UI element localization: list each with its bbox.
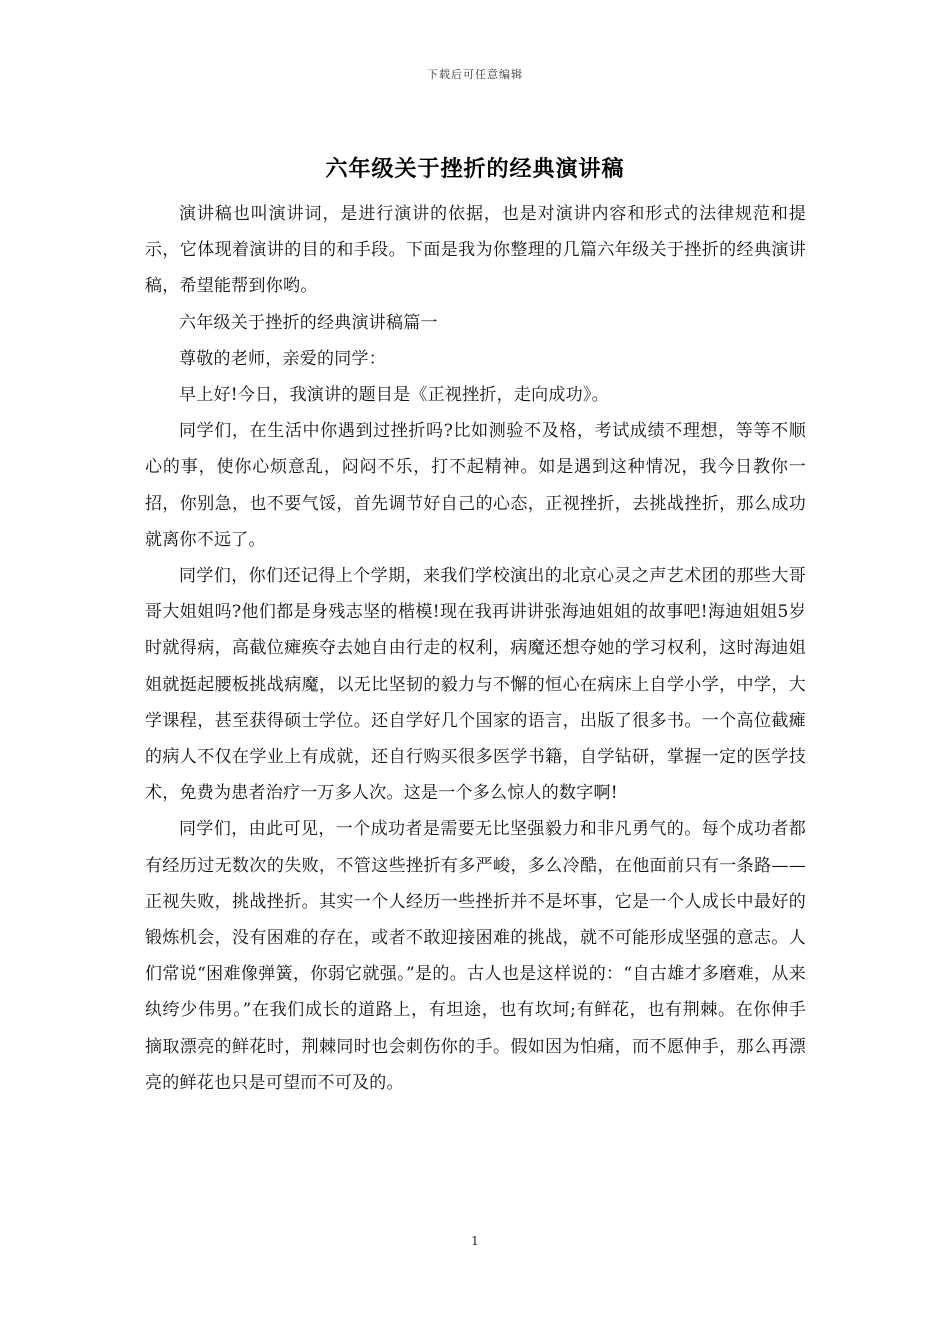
intro-paragraph: 演讲稿也叫演讲词，是进行演讲的依据，也是对演讲内容和形式的法律规范和提示，它体现着演讲的目的和手段。下面是我为你整理的几篇六年级关于挫折的经典演讲稿，希望能帮到你哟。 (145, 204, 806, 297)
body-paragraph: 同学们，你们还记得上个学期，来我们学校演出的北京心灵之声艺术团的那些大哥哥大姐姐吗?他们都是身残志坚的楷模!现在我再讲讲张海迪姐姐的故事吧!海迪姐姐5岁时就得病，高截位瘫痪夺去她自由行走的权利，病魔还想夺她的学习权利，这时海迪姐姐就挺起腰板挑战病魔，以无比坚韧的毅力与不懈的恒心在病床上自学小学，中学，大学课程，甚至获得硕士学位。还自学好几个国家的语言，出版了很多书。一个高位截瘫的病人不仅在学业上有成就，还自行购买很多医学书籍，自学钻研，掌握一定的医学技术，免费为患者治疗一万多人次。这是一个多么惊人的数字啊! (145, 566, 806, 804)
section-heading: 六年级关于挫折的经典演讲稿篇一 (179, 312, 438, 333)
page-number: 1 (471, 1234, 479, 1248)
greeting-paragraph: 早上好!今日，我演讲的题目是《正视挫折，走向成功》。 (179, 385, 609, 406)
document-body (145, 196, 806, 1101)
header-note: 下载后可任意编辑 (427, 68, 523, 81)
document-title: 六年级关于挫折的经典演讲稿 (325, 156, 625, 182)
body-paragraph: 同学们，由此可见，一个成功者是需要无比坚强毅力和非凡勇气的。每个成功者都有经历过无数次的失败，不管这些挫折有多严峻，多么冷酷，在他面前只有一条路——正视失败，挑战挫折。其实一个人经历一些挫折并不是坏事，它是一个人成长中最好的锻炼机会，没有困难的存在，或者不敢迎接困难的挑战，就不可能形成坚强的意志。人们常说“困难像弹簧，你弱它就强。”是的。古人也是这样说的：“自古雄才多磨难，从来纨绔少伟男。”在我们成长的道路上，有坦途，也有坎坷;有鲜花，也有荆棘。在你伸手摘取漂亮的鲜花时，荆棘同时也会刺伤你的手。假如因为怕痛，而不愿伸手，那么再漂亮的鲜花也只是可望而不可及的。 (145, 819, 806, 1093)
salutation: 尊敬的老师，亲爱的同学： (179, 348, 386, 369)
body-paragraph: 同学们，在生活中你遇到过挫折吗?比如测验不及格，考试成绩不理想，等等不顺心的事，使你心烦意乱，闷闷不乐，打不起精神。如是遇到这种情况，我今日教你一招，你别急，也不要气馁，首先调节好自己的心态，正视挫折，去挑战挫折，那么成功就离你不远了。 (145, 421, 806, 550)
